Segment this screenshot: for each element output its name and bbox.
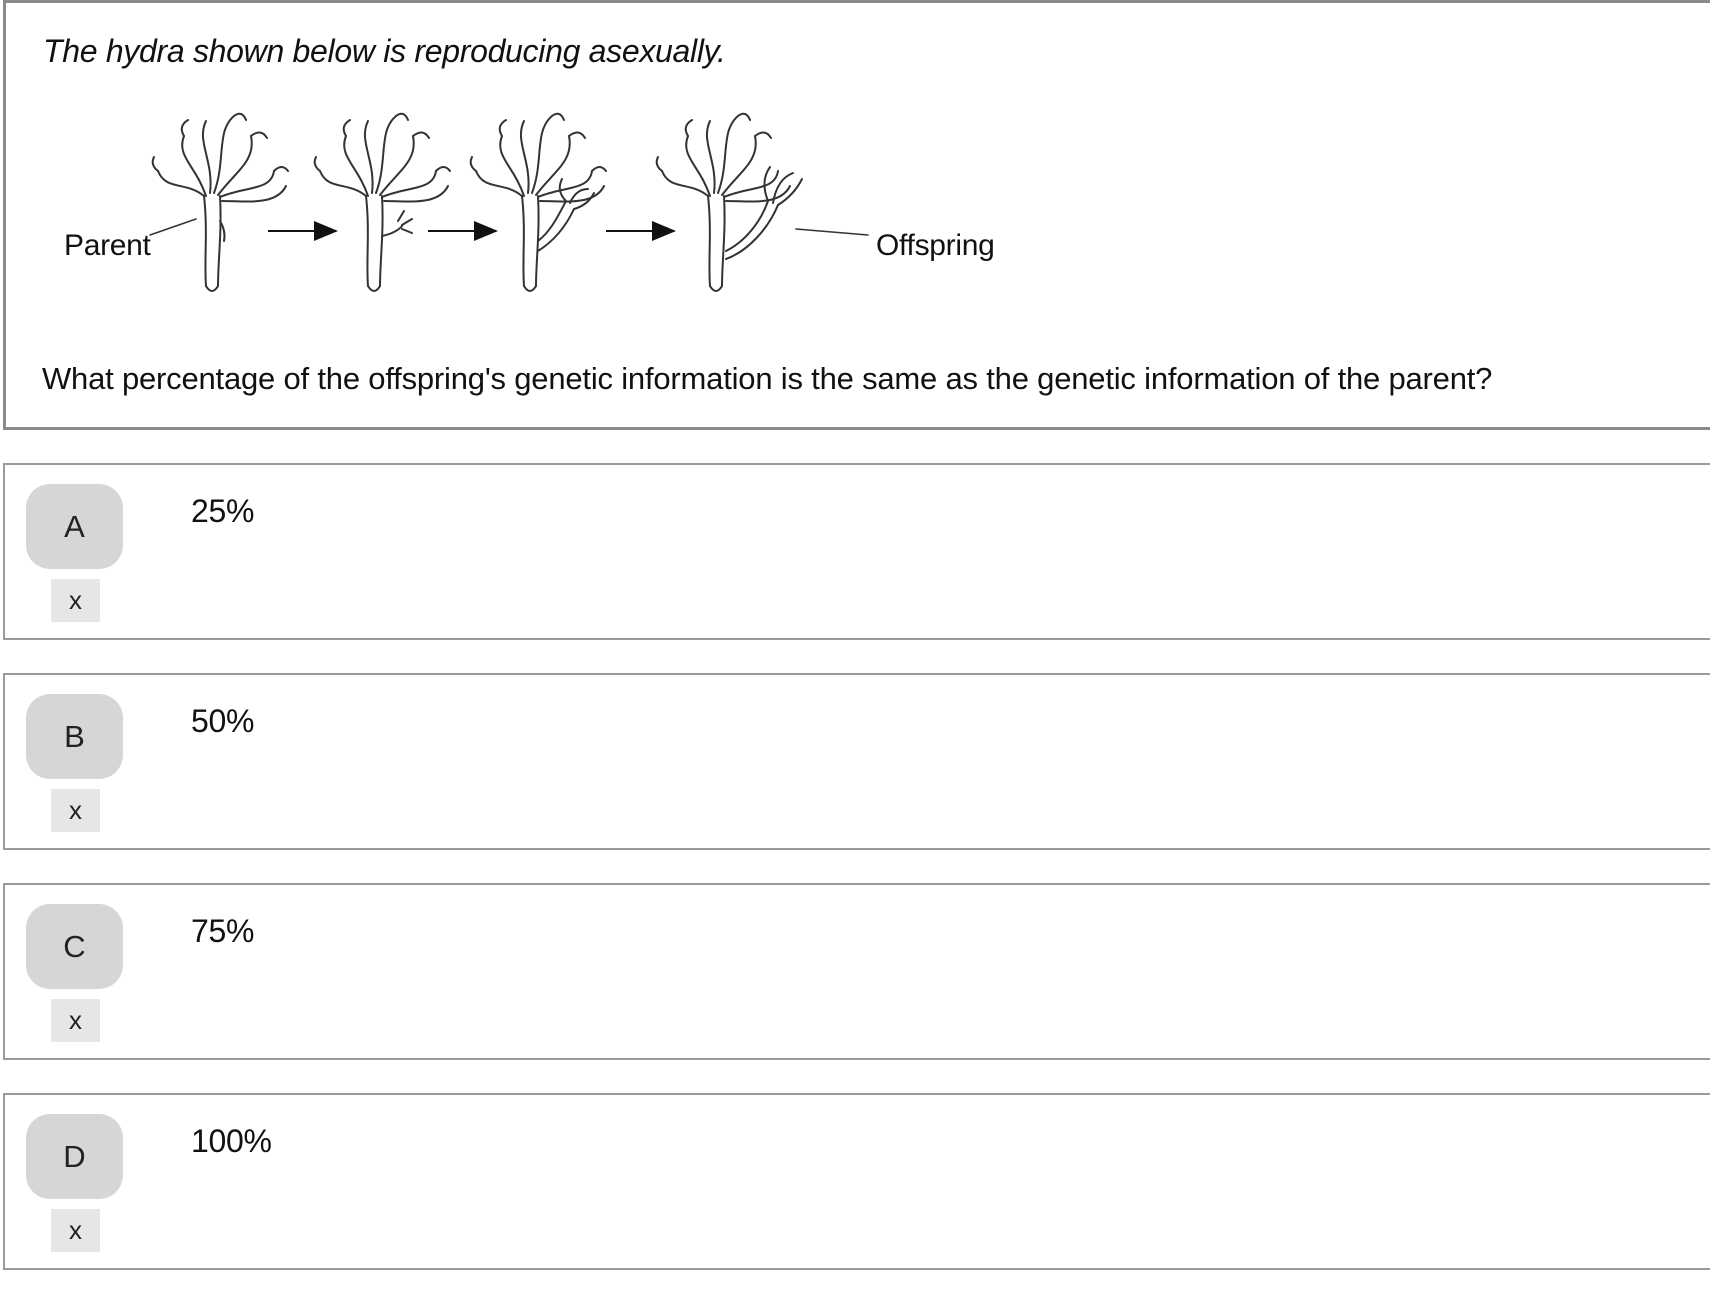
offspring-label: Offspring [876, 229, 995, 262]
parent-label: Parent [64, 229, 151, 262]
choice-text: 75% [191, 913, 255, 949]
choice-text: 100% [191, 1123, 272, 1159]
choice-letter-badge[interactable]: D [26, 1114, 123, 1199]
eliminate-choice-button[interactable]: x [51, 1209, 100, 1252]
answer-choice-a[interactable] [3, 463, 1710, 640]
answer-choice-b[interactable] [3, 673, 1710, 850]
hydra-stage-4 [657, 114, 802, 291]
answer-choice-c[interactable] [3, 883, 1710, 1060]
choice-text: 50% [191, 703, 255, 739]
answer-choice-d[interactable] [3, 1093, 1710, 1270]
question-panel [3, 0, 1710, 430]
hydra-budding-figure [46, 101, 1026, 321]
choice-letter-badge[interactable]: C [26, 904, 123, 989]
choice-text: 25% [191, 493, 255, 529]
question-stem: What percentage of the offspring's genetic information is the same as the genetic information of the parent? [42, 361, 1493, 396]
hydra-diagram [46, 101, 1026, 321]
question-intro: The hydra shown below is reproducing asexually. [43, 33, 726, 69]
hydra-stage-2 [315, 114, 450, 291]
eliminate-choice-button[interactable]: x [51, 999, 100, 1042]
choice-letter-badge[interactable]: B [26, 694, 123, 779]
hydra-stage-3 [471, 114, 606, 291]
hydra-stage-1 [153, 114, 288, 291]
eliminate-choice-button[interactable]: x [51, 579, 100, 622]
choice-letter-badge[interactable]: A [26, 484, 123, 569]
eliminate-choice-button[interactable]: x [51, 789, 100, 832]
